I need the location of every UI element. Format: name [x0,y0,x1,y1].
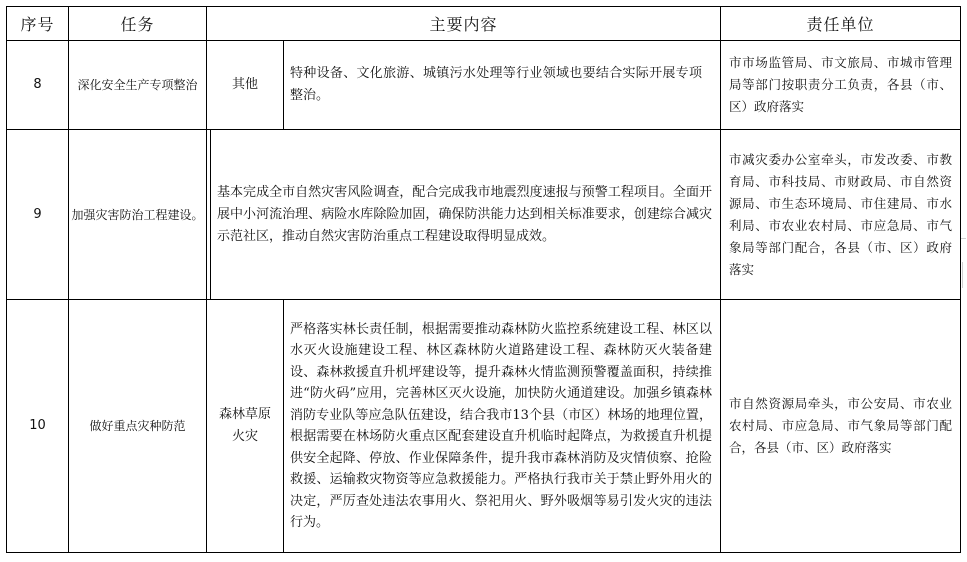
row-unit-text: 市自然资源局牵头，市公安局、市农业农村局、市应急局、市气象局等部门配合，各县（市、区）政府落实 [729,396,952,455]
row-index: 9 [33,206,42,222]
row-task: 做好重点灾种防范 [89,419,186,433]
row-unit [721,41,960,129]
row-task: 加强灾害防治工程建设。 [71,207,204,222]
row-unit [721,300,960,552]
header-task: 任务 [120,15,155,34]
row-content-text: 特种设备、文化旅游、城镇污水处理等行业领域也要结合实际开展专项整治。 [290,66,702,103]
row-category: 其他 [231,77,258,92]
row-category [207,130,210,299]
edge-mark [962,262,963,288]
header-unit: 责任单位 [806,15,875,34]
row-task: 深化安全生产专项整治 [77,78,198,92]
header-content: 主要内容 [429,15,498,34]
row-unit [721,130,960,299]
table-border-bottom [6,552,960,553]
row-content [284,41,720,129]
row-content [284,300,720,552]
row-index: 8 [33,77,42,92]
row-content-text: 严格落实林长责任制，根据需要推动森林防火监控系统建设工程、林区以水灭火设施建设工程、林区森林防火道路建设工程、森林防灭火装备建设、森林救援直升机坪建设等，提升森林火情监测预警覆盖面积，持续推进“防火码”应用，完善林区灭火设施，加快防火通道建设。加强乡镇森林消防专业队等应急队伍建设，结合我市13个县（市区）林场的地理位置，根据需要在林场防火重点区配套建设直升机临时起降点，为救援直升机提供安全起降、停放、作业保障条件，提升我市森林消防及灾情侦察、抢险救援、运输救灾物资等应急救援能力。严格执行我市关于禁止野外用火的决定，严厉查处违法农事用火、祭祀用火、野外吸烟等易引发火灾的违法行为。 [290,321,712,530]
row-content [211,130,720,299]
row-unit-text: 市减灾委办公室牵头，市发改委、市教育局、市科技局、市财政局、市自然资源局、市生态环境局、市住建局、市水利局、市农业农村局、市应急局、市气象局等部门配合，各县（市、区）政府落实 [729,151,952,277]
header-index: 序号 [20,15,55,34]
row-unit-text: 市市场监管局、市文旅局、市城市管理局等部门按职责分工负责，各县（市、区）政府落实 [729,55,952,114]
row-index: 10 [29,418,46,433]
row-category: 森林草原火灾 [218,407,271,444]
row-content-text: 基本完成全市自然灾害风险调查，配合完成我市地震烈度速报与预警工程项目。全面开展中小河流治理、病险水库除险加固，确保防洪能力达到相关标准要求，创建综合减灾示范社区，推动自然灾害防治重点工程建设取得明显成效。 [217,184,712,244]
edge-mark [961,238,966,239]
table-border-right [960,6,961,553]
